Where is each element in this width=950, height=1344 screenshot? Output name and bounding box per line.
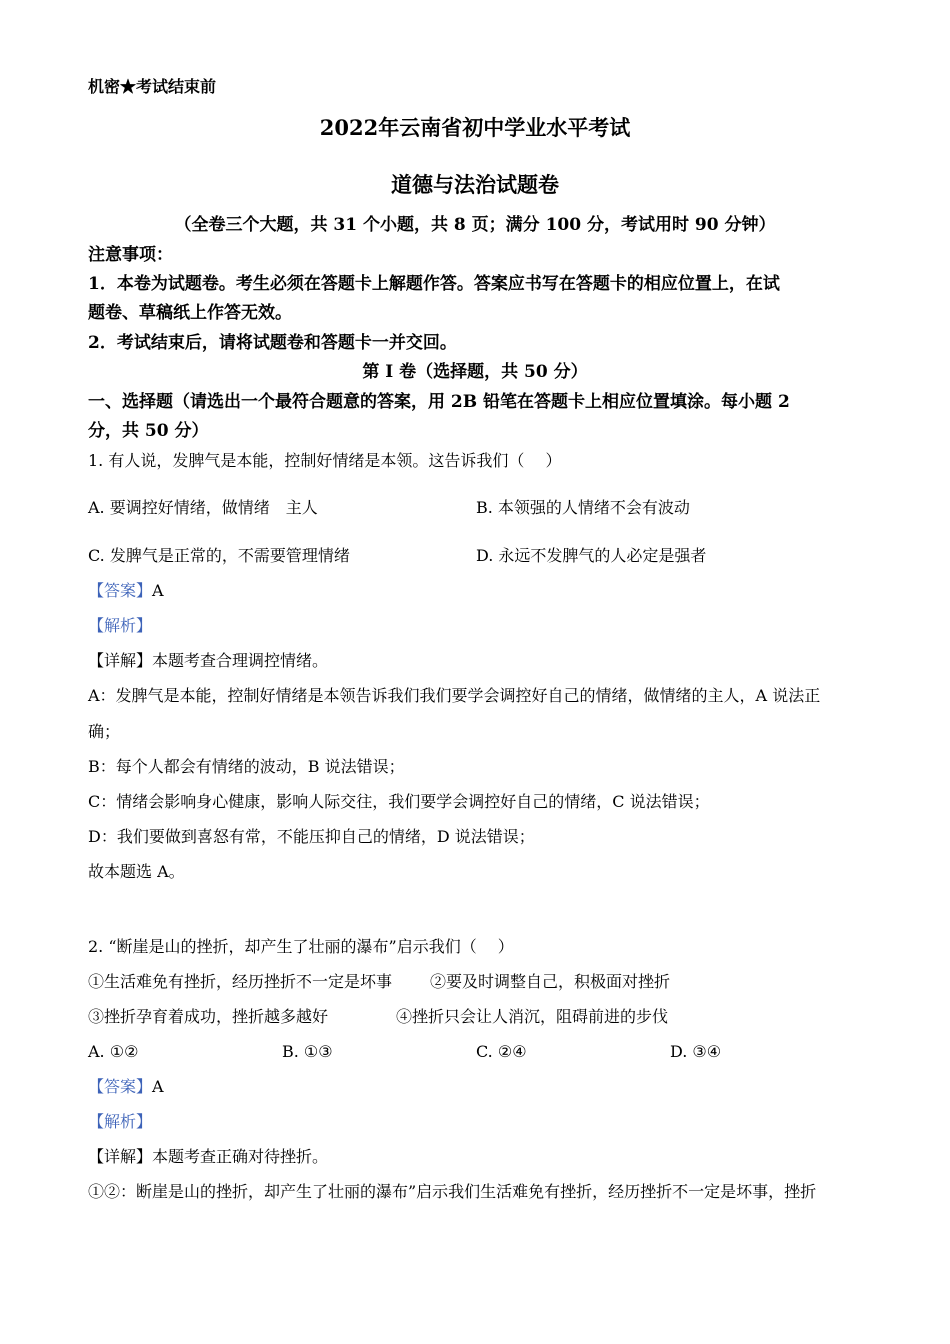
q1-explain-d: D：我们要做到喜怒有常，不能压抑自己的情绪，D 说法错误； bbox=[88, 827, 535, 846]
q1-answer-tag: 【答案】 bbox=[88, 581, 153, 600]
q2-item-3: ③挫折孕育着成功，挫折越多越好 bbox=[88, 1007, 329, 1026]
q1-explain-a-line2: 确； bbox=[88, 722, 121, 741]
q2-analysis-tag: 【解析】 bbox=[88, 1112, 153, 1131]
section-heading-line1: 一、选择题（请选出一个最符合题意的答案，用 2B 铅笔在答题卡上相应位置填涂。每小题 2 bbox=[88, 392, 790, 412]
note-1-line1: 1．本卷为试题卷。考生必须在答题卡上解题作答。答案应书写在答题卡的相应位置上，在试 bbox=[88, 274, 780, 294]
q2-option-c: C. ②④ bbox=[476, 1042, 527, 1061]
q2-option-b: B. ①③ bbox=[282, 1042, 333, 1061]
q1-analysis-tag: 【解析】 bbox=[88, 616, 153, 635]
note-2: 2．考试结束后，请将试题卷和答题卡一并交回。 bbox=[88, 333, 457, 353]
q2-detail: 【详解】本题考查正确对待挫折。 bbox=[88, 1147, 329, 1166]
q2-answer-value: A bbox=[152, 1077, 164, 1096]
note-1-line2: 题卷、草稿纸上作答无效。 bbox=[88, 303, 292, 323]
exam-subtitle: 道德与法治试题卷 bbox=[391, 172, 559, 197]
q2-item-2: ②要及时调整自己，积极面对挫折 bbox=[430, 972, 671, 991]
q1-option-b: B. 本领强的人情绪不会有波动 bbox=[476, 498, 690, 517]
notes-heading: 注意事项： bbox=[88, 245, 173, 265]
q1-answer-value: A bbox=[152, 581, 164, 600]
q1-option-a: A. 要调控好情绪，做情绪 主人 bbox=[88, 498, 318, 517]
q2-item-1: ①生活难免有挫折，经历挫折不一定是坏事 bbox=[88, 972, 393, 991]
q1-explain-c: C：情绪会影响身心健康，影响人际交往，我们要学会调控好自己的情绪，C 说法错误； bbox=[88, 792, 710, 811]
q2-answer bbox=[88, 1077, 164, 1097]
q1-option-d: D. 永远不发脾气的人必定是强者 bbox=[476, 546, 707, 565]
q2-option-a: A. ①② bbox=[88, 1042, 139, 1061]
exam-title: 2022年云南省初中学业水平考试 bbox=[319, 115, 631, 140]
q2-stem: 2. “断崖是山的挫折，却产生了壮丽的瀑布”启示我们（ ） bbox=[88, 937, 514, 956]
q1-stem: 1. 有人说，发脾气是本能，控制好情绪是本领。这告诉我们（ ） bbox=[88, 451, 562, 470]
part-title: 第 I 卷（选择题，共 50 分） bbox=[362, 362, 588, 382]
q1-conclusion: 故本题选 A。 bbox=[88, 862, 185, 881]
q1-option-c: C. 发脾气是正常的，不需要管理情绪 bbox=[88, 546, 350, 565]
q2-option-d: D. ③④ bbox=[670, 1042, 722, 1061]
q1-explain-a-line1: A：发脾气是本能，控制好情绪是本领告诉我们我们要学会调控好自己的情绪，做情绪的主人，A 说法正 bbox=[88, 686, 821, 705]
q2-answer-tag: 【答案】 bbox=[88, 1077, 153, 1096]
section-heading-line2: 分，共 50 分） bbox=[88, 421, 209, 441]
exam-info: （全卷三个大题，共 31 个小题，共 8 页；满分 100 分，考试用时 90 分钟） bbox=[174, 215, 776, 235]
q2-explain-line1: ①②：断崖是山的挫折，却产生了壮丽的瀑布”启示我们生活难免有挫折，经历挫折不一定是坏事，挫折 bbox=[88, 1182, 817, 1201]
q1-detail: 【详解】本题考查合理调控情绪。 bbox=[88, 651, 329, 670]
q1-answer bbox=[88, 581, 164, 601]
q1-explain-b: B：每个人都会有情绪的波动，B 说法错误； bbox=[88, 757, 405, 776]
q2-item-4: ④挫折只会让人消沉，阻碍前进的步伐 bbox=[396, 1007, 669, 1026]
confidential-label: 机密★考试结束前 bbox=[88, 77, 217, 96]
